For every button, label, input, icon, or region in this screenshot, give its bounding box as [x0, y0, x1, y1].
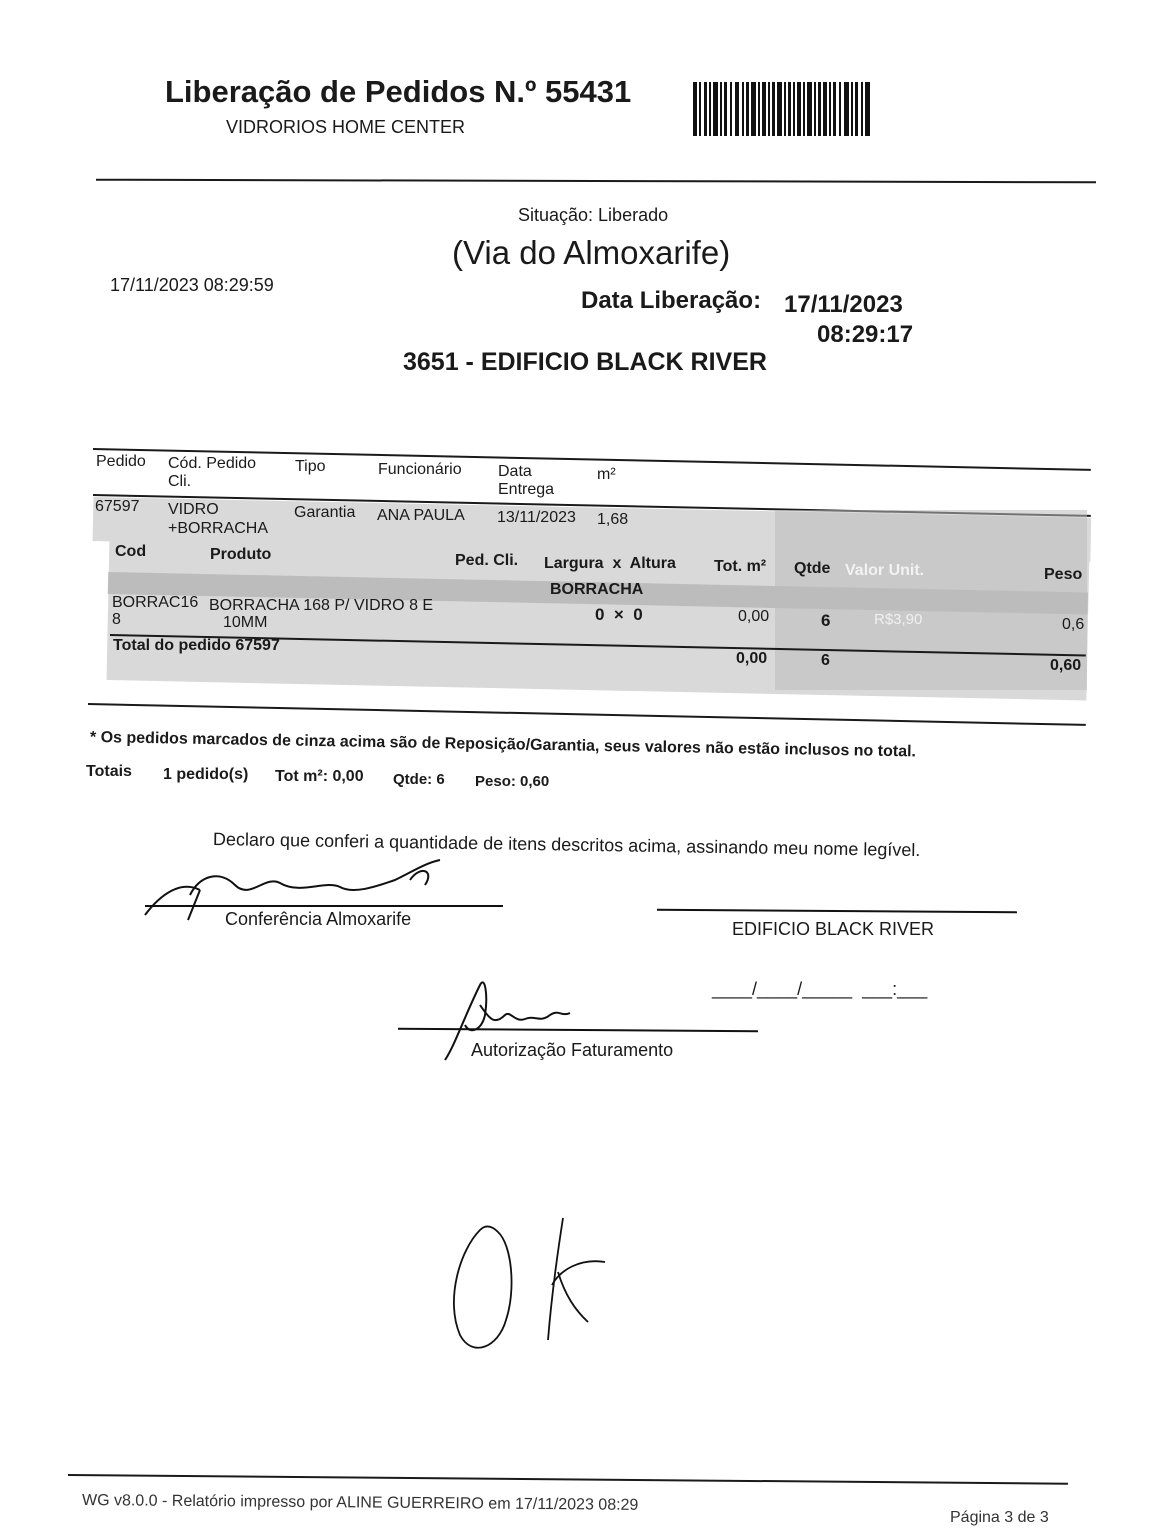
items-header-peso: Peso: [1044, 566, 1083, 583]
items-header-qtde: Qtde: [794, 560, 831, 577]
totals-qtde: Qtde: 6: [393, 771, 445, 788]
items-bottom-line: [88, 703, 1086, 726]
printed-datetime: 17/11/2023 08:29:59: [110, 275, 274, 295]
totals-pedidos: 1 pedido(s): [163, 766, 249, 783]
col-header-tipo: Tipo: [295, 458, 326, 475]
item-produto-line1: BORRACHA 168 P/ VIDRO 8 E: [209, 597, 434, 614]
col-header-cod-pedido-line2: Cli.: [168, 473, 192, 490]
via-label: (Via do Almoxarife): [452, 234, 731, 271]
barcode: [693, 82, 871, 136]
order-row-data-entrega: 13/11/2023: [497, 509, 576, 526]
order-row-tipo: Garantia: [294, 504, 356, 521]
items-header-largura-altura: Largura x Altura: [544, 555, 676, 572]
order-row-m2: 1,68: [597, 511, 629, 528]
totals-tot-m2: Tot m²: 0,00: [275, 768, 364, 785]
item-cod-line2: 8: [112, 611, 121, 628]
order-row-pedido: 67597: [95, 498, 140, 515]
col-header-funcionario: Funcionário: [378, 461, 462, 478]
totals-peso: Peso: 0,60: [475, 773, 550, 790]
footer-divider: [68, 1474, 1068, 1485]
order-row-cod-line1: VIDRO: [168, 501, 219, 518]
items-header-valor-unit: Valor Unit.: [845, 562, 925, 579]
order-total-tot-m2: 0,00: [736, 650, 768, 667]
col-header-data-entrega: [498, 463, 554, 499]
item-produto: [209, 597, 433, 631]
data-liberacao-label: Data Liberação:: [581, 287, 762, 314]
cliente-signature-line: [657, 909, 1017, 913]
col-header-cod-pedido: [168, 455, 256, 491]
conferencia-label: Conferência Almoxarife: [225, 909, 412, 929]
col-header-cod-pedido-line1: Cód. Pedido: [168, 455, 257, 472]
data-liberacao-time: 08:29:17: [817, 321, 914, 348]
items-header-ped-cli: Ped. Cli.: [455, 552, 519, 569]
items-header-produto: Produto: [210, 546, 272, 563]
item-tot-m2: 0,00: [738, 608, 770, 625]
handwritten-ok: [440, 1210, 620, 1360]
declaration-text: Declaro que conferi a quantidade de itens descritos acima, assinando meu nome legível.: [212, 829, 921, 861]
header-divider: [96, 179, 1096, 184]
order-total-qtde: 6: [821, 652, 830, 669]
data-liberacao-date: 17/11/2023: [784, 291, 903, 318]
item-dims: 0 × 0: [595, 605, 643, 624]
group-label: BORRACHA: [550, 581, 644, 598]
footer-page-number: Página 3 de 3: [950, 1509, 1049, 1526]
order-row-cod-line2: +BORRACHA: [168, 520, 269, 537]
company-name: VIDRORIOS HOME CENTER: [226, 117, 466, 137]
item-cod: [112, 594, 198, 628]
order-total-peso: 0,60: [1050, 657, 1082, 674]
item-valor-unit: R$3,90: [874, 611, 923, 628]
order-row-cod: [168, 500, 268, 538]
autorizacao-label: Autorização Faturamento: [471, 1040, 674, 1060]
date-blank: ____/____/_____ ___:___: [712, 979, 928, 999]
col-header-data-line1: Data: [498, 463, 532, 480]
totals-label: Totais: [86, 763, 132, 780]
garantia-note: * Os pedidos marcados de cinza acima são de Reposição/Garantia, seus valores não estão inclusos no total.: [89, 729, 917, 761]
col-header-data-line2: Entrega: [498, 481, 555, 498]
order-total-label: Total do pedido 67597: [113, 637, 280, 654]
cliente-signature-label: EDIFICIO BLACK RIVER: [732, 919, 935, 939]
col-header-m2: m²: [597, 466, 616, 483]
order-row-funcionario: ANA PAULA: [377, 507, 465, 524]
item-qtde: 6: [821, 611, 831, 630]
client-name: 3651 - EDIFICIO BLACK RIVER: [403, 348, 767, 376]
items-header-tot-m2: Tot. m²: [714, 558, 767, 575]
items-header-cod: Cod: [115, 543, 147, 560]
item-peso: 0,6: [1062, 616, 1085, 633]
footer-printed-by: WG v8.0.0 - Relatório impresso por ALINE GUERREIRO em 17/11/2023 08:29: [81, 1492, 639, 1514]
item-cod-line1: BORRAC16: [112, 594, 199, 611]
document-title: Liberação de Pedidos N.º 55431: [165, 74, 632, 109]
situacao-label: Situação: Liberado: [518, 205, 669, 225]
col-header-pedido: Pedido: [96, 453, 146, 470]
item-produto-line2: 10MM: [223, 614, 268, 631]
